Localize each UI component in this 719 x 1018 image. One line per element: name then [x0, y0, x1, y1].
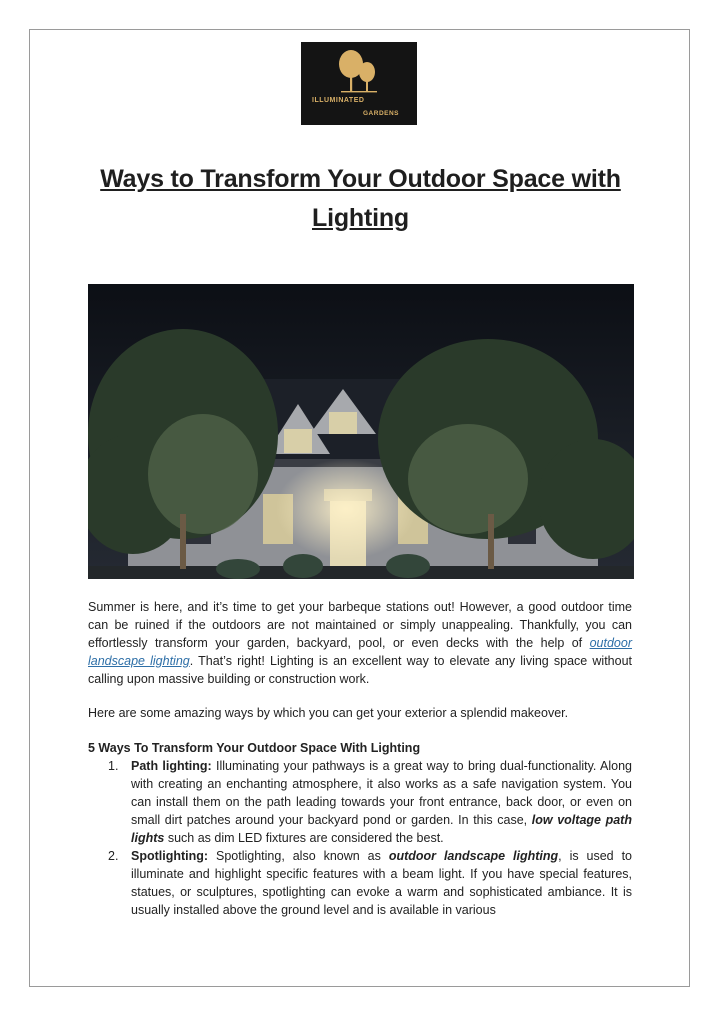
intro-text-before: Summer is here, and it’s time to get your barbeque stations out! However, a good outdoor time can be ruined if the outdoors are not maintained or simply unappealing. Thankfully, you can effortlessly transform your garden, backyard, pool, or even decks with the help of — [88, 600, 632, 650]
illuminated-gardens-logo — [301, 42, 417, 125]
section-heading: 5 Ways To Transform Your Outdoor Space With Lighting — [88, 741, 421, 755]
page-title: Ways to Transform Your Outdoor Space with Lighting — [100, 165, 621, 232]
list-number: 2. — [108, 849, 119, 863]
list-item-text-after: such as dim LED fixtures are considered the best. — [164, 831, 444, 845]
list-item-emphasis: low voltage path lights — [131, 813, 632, 845]
outdoor-landscape-lighting-link[interactable]: outdoor landscape lighting — [88, 636, 632, 668]
list-item-text-after: , is used to illuminate and highlight specific features with a beam light. If you have special features, statues, or sculptures, spotlighting can evoke a warm and sophisticated ambiance. It is usually installed above the ground level and is available in various — [131, 849, 632, 917]
hero-house-photo — [88, 284, 634, 579]
list-item-text: Spotlighting, also known as — [208, 849, 389, 863]
tree-logo-icon — [301, 42, 417, 125]
list-item-text: Illuminating your pathways is a great way to bring dual-functionality. Along with creating an enchanting atmosphere, it also works as a safe navigation system. You can install them on the path leading towards your front entrance, back door, or even on small dirt patches around your backyard pond or garden. In this case, — [131, 759, 632, 827]
intro-paragraph — [88, 598, 632, 688]
lead-paragraph: Here are some amazing ways by which you can get your exterior a splendid makeover. — [88, 706, 569, 720]
intro-text-after: . That’s right! Lighting is an excellent way to elevate any living space without calling upon massive building or construction work. — [88, 654, 632, 686]
logo-line1: ILLUMINATED — [312, 97, 365, 104]
list-item-emphasis: outdoor landscape lighting — [388, 849, 559, 863]
list-item — [88, 757, 632, 847]
list-item-label: Path lighting: — [131, 759, 212, 773]
logo-line2: GARDENS — [363, 110, 400, 117]
ways-list — [88, 757, 632, 919]
list-item — [88, 847, 632, 919]
list-item-label: Spotlighting: — [131, 849, 209, 863]
list-number: 1. — [108, 759, 119, 773]
